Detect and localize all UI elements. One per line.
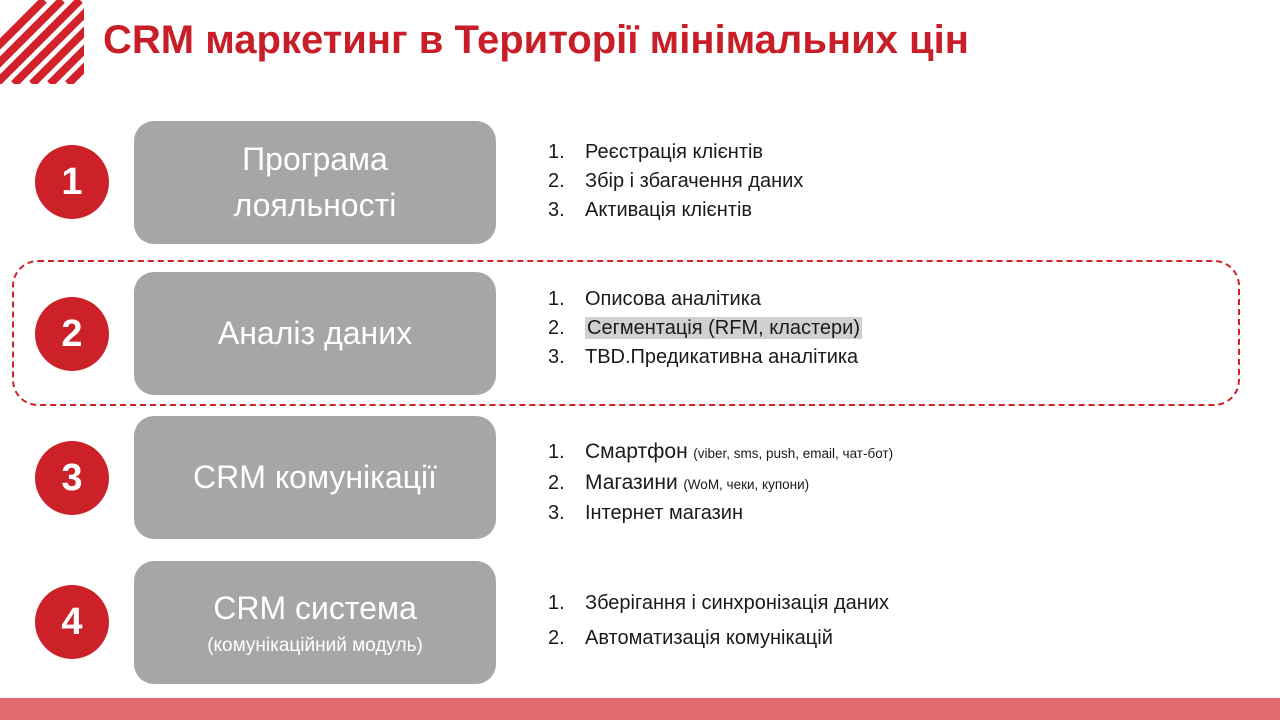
section-box-crm-system	[134, 561, 496, 684]
item-note: (WoM, чеки, купони)	[683, 477, 810, 492]
section-list-1	[548, 138, 803, 225]
list-item: 3. TBD.Предикативна аналітика	[548, 346, 859, 368]
section-subtitle: (комунікаційний модуль)	[207, 634, 423, 656]
section-number-4: 4	[35, 585, 109, 659]
list-item: 1. Зберігання і синхронізація даних	[548, 592, 889, 614]
list-item: 3. Активація клієнтів	[548, 199, 753, 221]
list-item: 3. Інтернет магазин	[548, 502, 744, 524]
section-list-3	[548, 437, 893, 528]
section-title: CRM система	[213, 590, 417, 627]
list-item: 2. Збір і збагачення даних	[548, 170, 804, 192]
section-title: CRM комунікації	[193, 458, 437, 495]
list-item: 1. Смартфон (viber, sms, push, email, чат-бот)	[548, 440, 894, 463]
section-title: Програма лояльності	[233, 141, 397, 223]
section-box-analytics	[134, 272, 496, 395]
list-item: 2. Автоматизація комунікацій	[548, 627, 833, 649]
section-box-loyalty	[134, 121, 496, 244]
section-list-4	[548, 586, 889, 656]
list-item: 2. Сегментація (RFM, кластери)	[548, 317, 860, 339]
logo-stripes	[0, 0, 84, 84]
list-item: 1. Реєстрація клієнтів	[548, 141, 764, 163]
section-title: Аналіз даних	[217, 314, 413, 351]
item-note: (viber, sms, push, email, чат-бот)	[693, 446, 894, 461]
section-number-2: 2	[35, 297, 109, 371]
bottom-bar	[0, 698, 1280, 720]
section-list-2	[548, 285, 862, 372]
list-item: 2. Магазини (WoM, чеки, купони)	[548, 471, 810, 494]
list-item: 1. Описова аналітика	[548, 288, 762, 310]
page-title: CRM маркетинг в Території мінімальних цін	[103, 18, 969, 62]
highlighted-text: Сегментація (RFM, кластери)	[587, 317, 860, 339]
section-box-communications	[134, 416, 496, 539]
section-number-3: 3	[35, 441, 109, 515]
section-number-1: 1	[35, 145, 109, 219]
